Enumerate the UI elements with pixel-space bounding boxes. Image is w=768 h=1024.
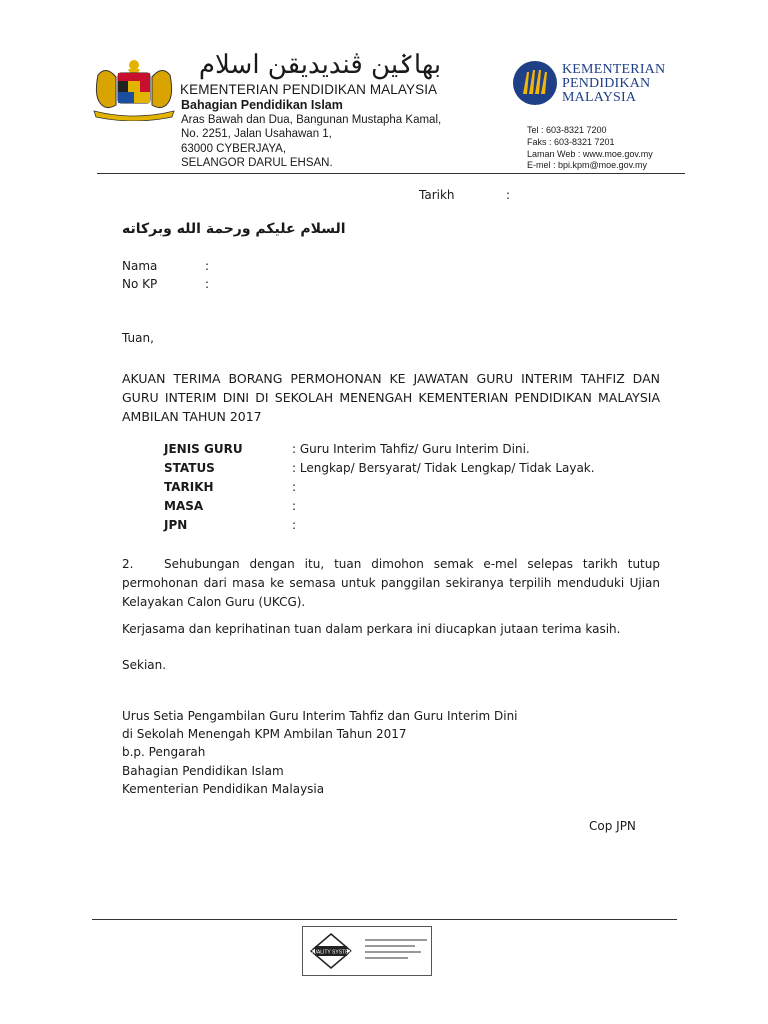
paragraph-2 — [122, 555, 660, 612]
contact-website: Laman Web : www.moe.gov.my — [527, 149, 653, 159]
field-label-status: STATUS — [164, 461, 215, 475]
kpm-logo-icon — [510, 60, 560, 106]
quality-badge-label: QUALITY SYSTEM — [309, 949, 353, 956]
field-value-status: : Lengkap/ Bersyarat/ Tidak Lengkap/ Tidak Layak. — [292, 461, 595, 475]
closing: Sekian. — [122, 658, 167, 672]
ministry-name: KEMENTERIAN PENDIDIKAN MALAYSIA — [180, 82, 438, 97]
contact-tel: Tel : 603-8321 7200 — [527, 125, 607, 135]
signature-line: Kementerian Pendidikan Malaysia — [122, 782, 325, 796]
field-label-jpn: JPN — [164, 518, 188, 532]
field-value-masa: : — [292, 499, 297, 513]
cop-jpn: Cop JPN — [589, 819, 636, 833]
signature-line: Bahagian Pendidikan Islam — [122, 764, 284, 778]
kpm-logo-text: PENDIDIKAN — [562, 76, 651, 91]
address-line: No. 2251, Jalan Usahawan 1, — [181, 128, 332, 140]
field-value-jpn: : — [292, 518, 297, 532]
kpm-logo-text: KEMENTERIAN — [562, 62, 666, 77]
signature-line: b.p. Pengarah — [122, 745, 206, 759]
quality-system-box — [302, 926, 432, 976]
jawi-banner: بهاݢين ڤنديديقن اسلام — [198, 50, 442, 80]
signature-line: di Sekolah Menengah KPM Ambilan Tahun 2017 — [122, 727, 407, 741]
field-label-tarikh: TARIKH — [164, 480, 214, 494]
salutation: Tuan, — [122, 331, 154, 345]
kpm-logo-text: MALAYSIA — [562, 90, 637, 105]
footer-divider — [92, 919, 677, 920]
field-label-masa: MASA — [164, 499, 204, 513]
arabic-greeting: السلام عليكم ورحمة الله وبركاته — [122, 221, 346, 237]
contact-fax: Faks : 603-8321 7201 — [527, 137, 615, 147]
address-line: SELANGOR DARUL EHSAN. — [181, 157, 333, 169]
paragraph-text: Sehubungan dengan itu, tuan dimohon semak e-mel selepas tarikh tutup permohonan dari masa ke semasa untuk panggilan sekiranya terpilih menduduki Ujian Kelayakan Calon Guru (UKCG). — [122, 557, 660, 609]
certification-text-lines — [365, 939, 427, 963]
contact-email: E-mel : bpi.kpm@moe.gov.my — [527, 160, 648, 170]
malaysia-coat-of-arms-icon — [88, 55, 180, 121]
nama-colon: : — [205, 259, 210, 273]
header-divider — [97, 173, 685, 174]
quality-system-badge-icon — [309, 932, 353, 970]
tarikh-label: Tarikh — [419, 188, 455, 202]
address-line: 63000 CYBERJAYA, — [181, 143, 287, 155]
address-line: Aras Bawah dan Dua, Bangunan Mustapha Kamal, — [181, 114, 442, 126]
field-label-jenis-guru: JENIS GURU — [164, 442, 243, 456]
nokp-colon: : — [205, 277, 210, 291]
field-value-jenis-guru: : Guru Interim Tahfiz/ Guru Interim Dini. — [292, 442, 530, 456]
letter-title: AKUAN TERIMA BORANG PERMOHONAN KE JAWATAN GURU INTERIM TAHFIZ DAN GURU INTERIM DINI DI SEKOLAH MENENGAH KEMENTERIAN PENDIDIKAN MALAYSIA AMBILAN TAHUN 2017 — [122, 371, 660, 424]
field-value-tarikh: : — [292, 480, 297, 494]
nama-label: Nama — [122, 259, 158, 273]
nokp-label: No KP — [122, 277, 158, 291]
tarikh-colon: : — [506, 188, 511, 202]
paragraph-number: 2. — [122, 557, 134, 571]
thanks-line: Kerjasama dan keprihatinan tuan dalam perkara ini diucapkan jutaan terima kasih. — [122, 622, 621, 636]
signature-line: Urus Setia Pengambilan Guru Interim Tahfiz dan Guru Interim Dini — [122, 709, 518, 723]
division-name: Bahagian Pendidikan Islam — [181, 98, 343, 112]
